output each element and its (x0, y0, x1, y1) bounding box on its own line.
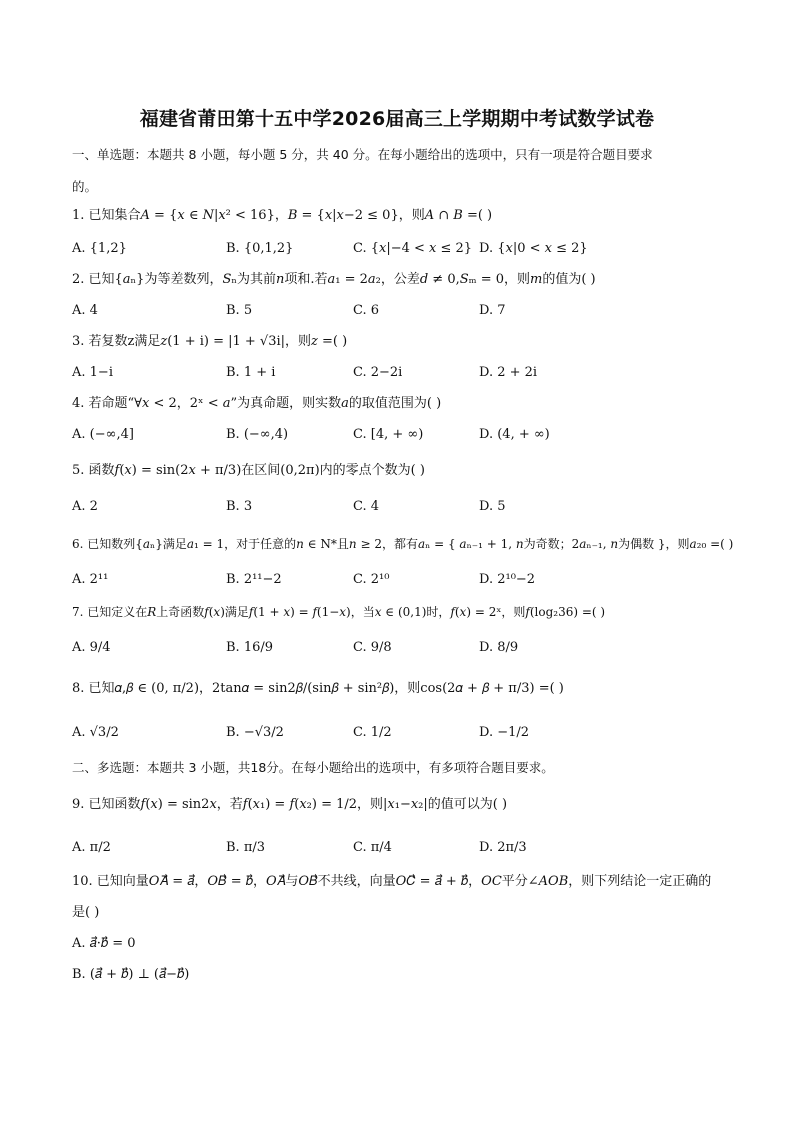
option-d: D. (4, + ∞) (479, 427, 550, 442)
option-a: A. 2¹¹ (72, 572, 109, 587)
option-b: B. 1 + i (226, 365, 276, 380)
question-5-stem: 5. 函数𝑓(𝑥) = sin(2𝑥 + π/3)在区间(0,2π)内的零点个数为( ) (72, 463, 425, 478)
option-c: C. 2¹⁰ (353, 572, 390, 587)
section2-heading: 二、多选题：本题共 3 小题，共18分。在每小题给出的选项中，有多项符合题目要求。 (72, 760, 554, 775)
option-b: B. 2¹¹−2 (226, 572, 282, 587)
option-d: D. 2π/3 (479, 840, 527, 855)
option-a: A. {1,2} (72, 241, 127, 256)
option-d: D. 2¹⁰−2 (479, 572, 536, 587)
question-7-options (72, 639, 722, 661)
option-c: C. {𝑥|−4 < 𝑥 ≤ 2} (353, 241, 473, 256)
option-b: B. −√3/2 (226, 725, 284, 740)
option-d: D. {𝑥|0 < 𝑥 ≤ 2} (479, 241, 588, 256)
option-d: D. 2 + 2i (479, 365, 538, 380)
question-4-options (72, 426, 722, 448)
question-3-stem: 3. 若复数z满足𝑧(1 + i) = |1 + √3i|，则𝑧 =( ) (72, 334, 348, 349)
question-6-options (72, 571, 722, 593)
question-6-stem: 6. 已知数列{𝑎ₙ}满足𝑎₁ = 1，对于任意的𝑛 ∈ N*且𝑛 ≥ 2，都有𝑎ₙ = { 𝑎ₙ₋₁ + 1, 𝑛为奇数；2𝑎ₙ₋₁, 𝑛为偶数 }，则𝑎₂₀ =( ) (72, 537, 734, 551)
option-c: C. 1/2 (353, 725, 392, 740)
option-a: A. 2 (72, 499, 98, 514)
question-7-stem: 7. 已知定义在𝑅上奇函数𝑓(𝑥)满足𝑓(1 + 𝑥) = 𝑓(1−𝑥)，当𝑥 ∈ (0,1)时，𝑓(𝑥) = 2ˣ，则𝑓(log₂36) =( ) (72, 605, 606, 619)
option-c: C. 2−2i (353, 365, 403, 380)
question-1-stem: 1. 已知集合𝐴 = {𝑥 ∈ 𝑁|𝑥² < 16}，𝐵 = {𝑥|𝑥−2 ≤ 0}，则𝐴 ∩ 𝐵 =( ) (72, 208, 493, 223)
option-b: B. {0,1,2} (226, 241, 294, 256)
option-b: B. π/3 (226, 840, 266, 855)
option-d: D. 5 (479, 499, 506, 514)
section1-heading-line2: 的。 (72, 179, 98, 194)
question-2-stem: 2. 已知{𝑎ₙ}为等差数列，𝑆ₙ为其前𝑛项和.若𝑎₁ = 2𝑎₂，公差𝑑 ≠ 0,𝑆ₘ = 0，则𝑚的值为( ) (72, 272, 596, 287)
option-a: A. π/2 (72, 840, 111, 855)
question-2-options (72, 302, 722, 324)
question-10-option-b: B. (𝑎⃗ + 𝑏⃗) ⊥ (𝑎⃗−𝑏⃗) (72, 967, 190, 982)
option-a: A. 9/4 (72, 640, 111, 655)
question-9-stem: 9. 已知函数𝑓(𝑥) = sin2𝑥，若𝑓(𝑥₁) = 𝑓(𝑥₂) = 1/2，则|𝑥₁−𝑥₂|的值可以为( ) (72, 797, 508, 812)
option-a: A. √3/2 (72, 725, 119, 740)
option-c: C. π/4 (353, 840, 392, 855)
question-4-stem: 4. 若命题“∀𝑥 < 2，2ˣ < 𝑎”为真命题，则实数𝑎的取值范围为( ) (72, 396, 442, 411)
option-b: B. 5 (226, 303, 253, 318)
option-b: B. 16/9 (226, 640, 274, 655)
section1-heading-line1: 一、单选题：本题共 8 小题，每小题 5 分，共 40 分。在每小题给出的选项中，只有一项是符合题目要求 (72, 147, 653, 162)
option-c: C. [4, + ∞) (353, 427, 424, 442)
question-5-options (72, 498, 722, 520)
option-b: B. (−∞,4) (226, 427, 289, 442)
question-9-options (72, 839, 722, 861)
option-c: C. 4 (353, 499, 380, 514)
option-a: A. (−∞,4] (72, 427, 134, 442)
option-a: A. 4 (72, 303, 98, 318)
question-10-stem-line1: 10. 已知向量𝑂𝐴⃗ = 𝑎⃗，𝑂𝐵⃗ = 𝑏⃗，𝑂𝐴⃗与𝑂𝐵⃗不共线，向量𝑂𝐶⃗ = 𝑎⃗ + 𝑏⃗，𝑂𝐶平分∠𝐴𝑂𝐵，则下列结论一定正确的 (72, 874, 712, 889)
option-c: C. 9/8 (353, 640, 392, 655)
option-c: C. 6 (353, 303, 380, 318)
question-10-stem-line2: 是( ) (72, 905, 100, 920)
page-title: 福建省莆田第十五中学2026届高三上学期期中考试数学试卷 (139, 108, 655, 130)
option-d: D. −1/2 (479, 725, 530, 740)
question-1-options (72, 240, 722, 262)
option-d: D. 7 (479, 303, 506, 318)
option-b: B. 3 (226, 499, 253, 514)
option-a: A. 1−i (72, 365, 113, 380)
question-8-options (72, 724, 722, 746)
option-d: D. 8/9 (479, 640, 519, 655)
question-3-options (72, 364, 722, 386)
question-8-stem: 8. 已知𝛼,𝛽 ∈ (0, π/2)，2tan𝛼 = sin2𝛽/(sin𝛽 + sin²𝛽)，则cos(2𝛼 + 𝛽 + π/3) =( ) (72, 681, 564, 696)
question-10-option-a: A. 𝑎⃗·𝑏⃗ = 0 (72, 936, 136, 951)
